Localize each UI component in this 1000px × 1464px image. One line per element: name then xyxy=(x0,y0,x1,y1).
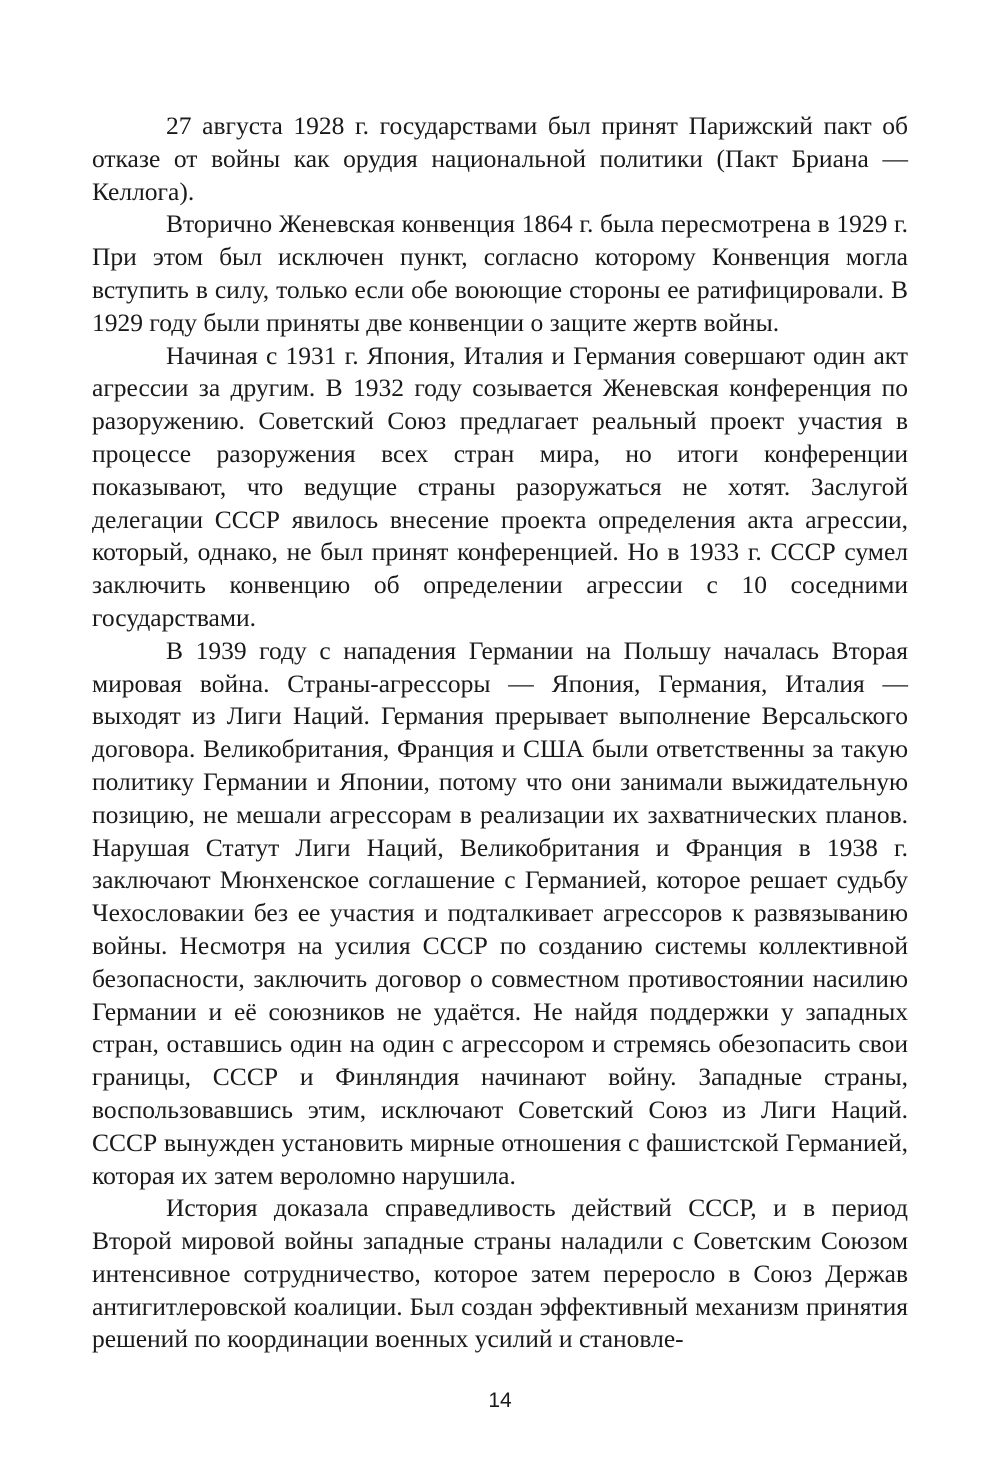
paragraph-ww2-beginning: В 1939 году с нападения Германии на Польшу началась Вторая мировая война. Страны-агрессоры — Япония, Германия, Италия — выходят из Лиги Наций. Германия прерывает выполнение Версальского договора. Великобритания, Франция и США были ответственны за такую политику Германии и Японии, потому что они занимали выжидательную позицию, не мешали агрессорам в реализации их захватнических планов. Нарушая Статут Лиги Наций, Великобритания и Франция в 1938 г. заключают Мюнхенское соглашение с Германией, которое решает судьбу Чехословакии без ее участия и подталкивает агрессоров к развязыванию войны. Несмотря на усилия СССР по созданию системы коллективной безопасности, заключить договор о совместном противостоянии насилию Германии и её союзников не удаётся. Не найдя поддержки у западных стран, оставшись один на один с агрессором и стремясь обезопасить свои границы, СССР и Финляндия начинают войну. Западные страны, воспользовавшись этим, исключают Советский Союз из Лиги Наций. СССР вынужден установить мирные отношения с фашистской Германией, которая их затем вероломно нарушила. xyxy=(92,635,908,1190)
paragraph-paris-pact: 27 августа 1928 г. государствами был принят Парижский пакт об отказе от войны как орудия национальной политики (Пакт Бриана — Келлога). xyxy=(92,111,908,206)
paragraph-aggression-1931: Начиная с 1931 г. Япония, Италия и Германия совершают один акт агрессии за другим. В 1932 году созывается Женевская конференция по разоружению. Советский Союз предлагает реальный проект участия в процессе разоружения всех стран мира, но итоги конференции показывают, что ведущие страны разоружаться не хотят. Заслугой делегации СССР явилось внесение проекта определения акта агрессии, который, однако, не был принят конференцией. Но в 1933 г. СССР сумел заключить конвенцию об определении агрессии с 10 соседними государствами. xyxy=(92,340,908,632)
page-number: 14 xyxy=(488,1389,512,1412)
body-text xyxy=(92,110,908,1356)
paragraph-geneva-convention: Вторично Женевская конвенция 1864 г. была пересмотрена в 1929 г. При этом был исключен пункт, согласно которому Конвенция могла вступить в силу, только если обе воюющие стороны ее ратифицировали. В 1929 году были приняты две конвенции о защите жертв войны. xyxy=(92,209,908,337)
paragraph-anti-hitler-coalition: История доказала справедливость действий СССР, и в период Второй мировой войны западные страны наладили с Советским Союзом интенсивное сотрудничество, которое затем переросло в Союз Держав антигитлеровской коалиции. Был создан эффективный механизм принятия решений по координации военных усилий и становле- xyxy=(92,1193,908,1354)
